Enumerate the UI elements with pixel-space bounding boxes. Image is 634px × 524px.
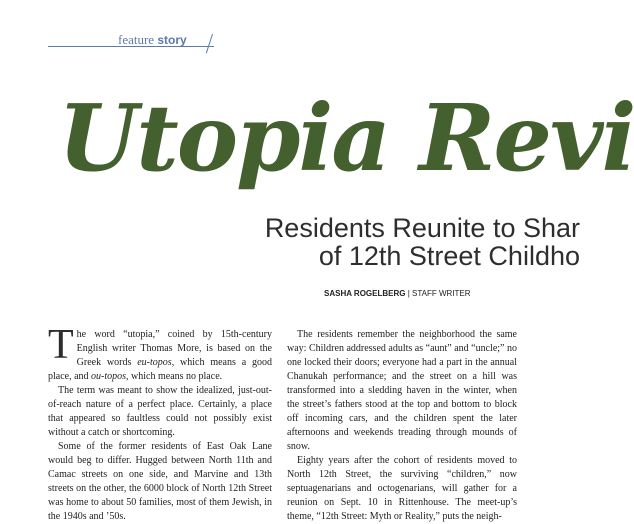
drop-cap: T (48, 322, 74, 368)
paragraph: The term was meant to show the idealized, just-out-of-reach nature of a perfect place. Certainly, a place that appeared so faultless could not possibly exist without a catch or shortcoming. (48, 385, 272, 438)
kicker-light: feature (118, 32, 155, 47)
paragraph: Some of the former residents of East Oak Lane would beg to differ. Hugged between North 11th and Camac streets on one side, and Marvine and 13th streets on the other, the 6000 block of North 12th Street was home to about 50 families, most of them Jewish, in the 1940s and ’50s. (48, 441, 272, 522)
author-role: STAFF WRITER (412, 289, 471, 298)
kicker-slash (206, 34, 213, 53)
paragraph: The residents remember the neighborhood the same way: Children addressed adults as “aunt” and “uncle;” no one locked their doors; everyone had a part in the annual Chanukah performance; and the street on a hill was transformed into a sledding haven in the winter, when the street’s fathers stood at the top and bottom to block off incoming cars, and the children spent the later afternoons and weekends treading through mounds of snow. (287, 329, 517, 452)
byline-separator: | (405, 289, 413, 298)
deck (160, 214, 580, 270)
deck-line-2: of 12th Street Childho (318, 241, 580, 271)
deck-line-1: Residents Reunite to Shar (264, 213, 580, 243)
kicker-label (118, 32, 187, 48)
section-kicker (48, 30, 218, 54)
headline: Utopia Revi (58, 84, 634, 192)
article-column-2 (287, 328, 517, 524)
article-column-1 (48, 322, 272, 524)
author-name: SASHA ROGELBERG (324, 289, 406, 298)
byline (324, 289, 471, 298)
kicker-bold: story (157, 33, 187, 47)
paragraph: The word “utopia,” coined by 15th-century English writer Thomas More, is based on the Greek words eu-topos, which means a good place, and ou-topos, which means no place. (48, 322, 272, 382)
paragraph: Eighty years after the cohort of residents moved to North 12th Street, the surviving “children,” now septuagenarians and octogenarians, will gather for a reunion on Sept. 10 in Rittenhouse. The meet-up’s theme, “12th Street: Myth or Reality,” puts the neigh- (287, 455, 517, 522)
